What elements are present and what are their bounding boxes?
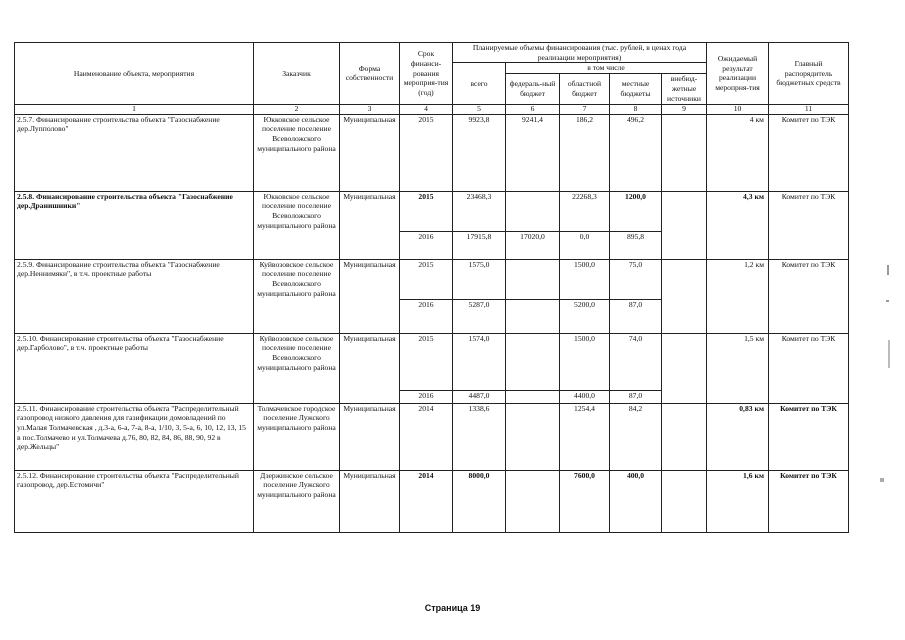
table-row (15, 333, 849, 390)
regional: 1254,4 (560, 403, 610, 470)
manager: Комитет по ТЭК (769, 470, 849, 532)
scan-speck (887, 265, 889, 275)
header-result: Ожидаемый результат реализации меропрня-тия (707, 43, 769, 105)
local: 87,0 (610, 299, 662, 333)
header-regional: областной бюджет (560, 73, 610, 104)
federal (506, 259, 560, 299)
federal (506, 470, 560, 532)
regional: 7600,0 (560, 470, 610, 532)
federal (506, 403, 560, 470)
customer: Юкковское сельское поселение поселение Всеволожского муниципального района (254, 191, 340, 259)
table-row (15, 403, 849, 470)
header-manager: Главный распорядитель бюджетных средств (769, 43, 849, 105)
result: 1,2 км (707, 259, 769, 333)
column-number: 5 (453, 104, 506, 114)
total: 17915,8 (453, 231, 506, 259)
extra (662, 333, 707, 403)
year: 2015 (400, 259, 453, 299)
extra (662, 191, 707, 259)
table-row (15, 114, 849, 191)
result: 1,6 км (707, 470, 769, 532)
header-federal: федераль-ный бюджет (506, 73, 560, 104)
table-row (15, 470, 849, 532)
ownership: Муниципальная (340, 403, 400, 470)
federal (506, 333, 560, 390)
ownership: Муниципальная (340, 259, 400, 333)
column-number-row (15, 104, 849, 114)
year: 2014 (400, 470, 453, 532)
table-row (15, 191, 849, 231)
regional: 0,0 (560, 231, 610, 259)
federal: 9241,4 (506, 114, 560, 191)
manager: Комитет по ТЭК (769, 333, 849, 403)
column-number: 7 (560, 104, 610, 114)
ownership: Муниципальная (340, 333, 400, 403)
total: 1338,6 (453, 403, 506, 470)
total: 1574,0 (453, 333, 506, 390)
ownership: Муниципальная (340, 191, 400, 259)
object-name: 2.5.7. Финансирование строительства объекта "Газоснабжение дер.Лупполово" (15, 114, 254, 191)
local: 84,2 (610, 403, 662, 470)
regional: 1500,0 (560, 259, 610, 299)
federal (506, 299, 560, 333)
manager: Комитет по ТЭК (769, 259, 849, 333)
customer: Толмачевское городское поселение Лужского муниципального района (254, 403, 340, 470)
customer: Юкковское сельское поселение поселение Всеволожского муниципального района (254, 114, 340, 191)
regional: 4400,0 (560, 390, 610, 403)
scan-speck (888, 340, 890, 368)
table-row (15, 259, 849, 299)
extra (662, 403, 707, 470)
column-number: 1 (15, 104, 254, 114)
local: 87,0 (610, 390, 662, 403)
total: 1575,0 (453, 259, 506, 299)
header-extrabudget: внебюд-жетные источники (662, 73, 707, 104)
header-name: Наименование объекта, мероприятия (15, 43, 254, 105)
total: 5287,0 (453, 299, 506, 333)
page-number: Страница 19 (424, 603, 481, 613)
header-customer: Заказчик (254, 43, 340, 105)
object-name: 2.5.11. Финансирование строительства объекта "Распределительный газопровод низкого давления для газификации домовладений по ул.Малая Толмачевская , д.3-а, 6-а, 7-а, 8-а, 1/10, 3, 5-а, 6, 10, 12, 13, 15 в пос.Толмачево и ул.Толмачева д.76, 80, 82, 84, 86, 88, 90, 92 в дер.Жельцы" (15, 403, 254, 470)
column-number: 6 (506, 104, 560, 114)
column-number: 4 (400, 104, 453, 114)
customer: Куйвозовское сельское поселение поселение Всеволожского муниципального района (254, 259, 340, 333)
result: 4,3 км (707, 191, 769, 259)
year: 2014 (400, 403, 453, 470)
local: 895,8 (610, 231, 662, 259)
manager: Комитет по ТЭК (769, 403, 849, 470)
regional: 5200,0 (560, 299, 610, 333)
total: 9923,8 (453, 114, 506, 191)
local: 74,0 (610, 333, 662, 390)
object-name: 2.5.8. Финансирование строительства объекта "Газоснабжение дер.Дранишники" (15, 191, 254, 259)
year: 2016 (400, 231, 453, 259)
header-planned: Планируемые объемы финансирования (тыс. рублей, в ценах года реализации мероприятия) (453, 43, 707, 63)
column-number: 10 (707, 104, 769, 114)
local: 400,0 (610, 470, 662, 532)
header-ownership: Форма собственности (340, 43, 400, 105)
object-name: 2.5.12. Финансирование строительства объекта "Распределительный газопровод, дер.Естомичи" (15, 470, 254, 532)
ownership: Муниципальная (340, 114, 400, 191)
header-total: всего (453, 63, 506, 105)
financing-table (14, 42, 849, 533)
result: 4 км (707, 114, 769, 191)
regional: 186,2 (560, 114, 610, 191)
column-number: 8 (610, 104, 662, 114)
year: 2015 (400, 191, 453, 231)
column-number: 9 (662, 104, 707, 114)
year: 2015 (400, 114, 453, 191)
federal (506, 390, 560, 403)
manager: Комитет по ТЭК (769, 114, 849, 191)
year: 2016 (400, 299, 453, 333)
extra (662, 114, 707, 191)
column-number: 3 (340, 104, 400, 114)
column-number: 2 (254, 104, 340, 114)
extra (662, 259, 707, 333)
total: 4487,0 (453, 390, 506, 403)
federal (506, 191, 560, 231)
header-local: местные бюджеты (610, 73, 662, 104)
object-name: 2.5.9. Финансирование строительства объекта "Газоснабжение дер.Неннимяки", в т.ч. проектные работы (15, 259, 254, 333)
regional: 22268,3 (560, 191, 610, 231)
header-period: Срок финанси-рования мероприя-тия (год) (400, 43, 453, 105)
manager: Комитет по ТЭК (769, 191, 849, 259)
ownership: Муниципальная (340, 470, 400, 532)
header-including: в том числе (506, 63, 707, 74)
result: 1,5 км (707, 333, 769, 403)
extra (662, 470, 707, 532)
object-name: 2.5.10. Финансирование строительства объекта "Газоснабжение дер.Гарболово", в т.ч. проектные работы (15, 333, 254, 403)
total: 23468,3 (453, 191, 506, 231)
result: 0,83 км (707, 403, 769, 470)
local: 1200,0 (610, 191, 662, 231)
total: 8000,0 (453, 470, 506, 532)
local: 496,2 (610, 114, 662, 191)
year: 2015 (400, 333, 453, 390)
customer: Куйвозовское сельское поселение поселение Всеволожского муниципального района (254, 333, 340, 403)
scan-speck (880, 478, 884, 482)
scan-speck (886, 300, 889, 302)
column-number: 11 (769, 104, 849, 114)
customer: Дзержинское сельское поселение Лужского муниципального района (254, 470, 340, 532)
regional: 1500,0 (560, 333, 610, 390)
federal: 17020,0 (506, 231, 560, 259)
year: 2016 (400, 390, 453, 403)
local: 75,0 (610, 259, 662, 299)
